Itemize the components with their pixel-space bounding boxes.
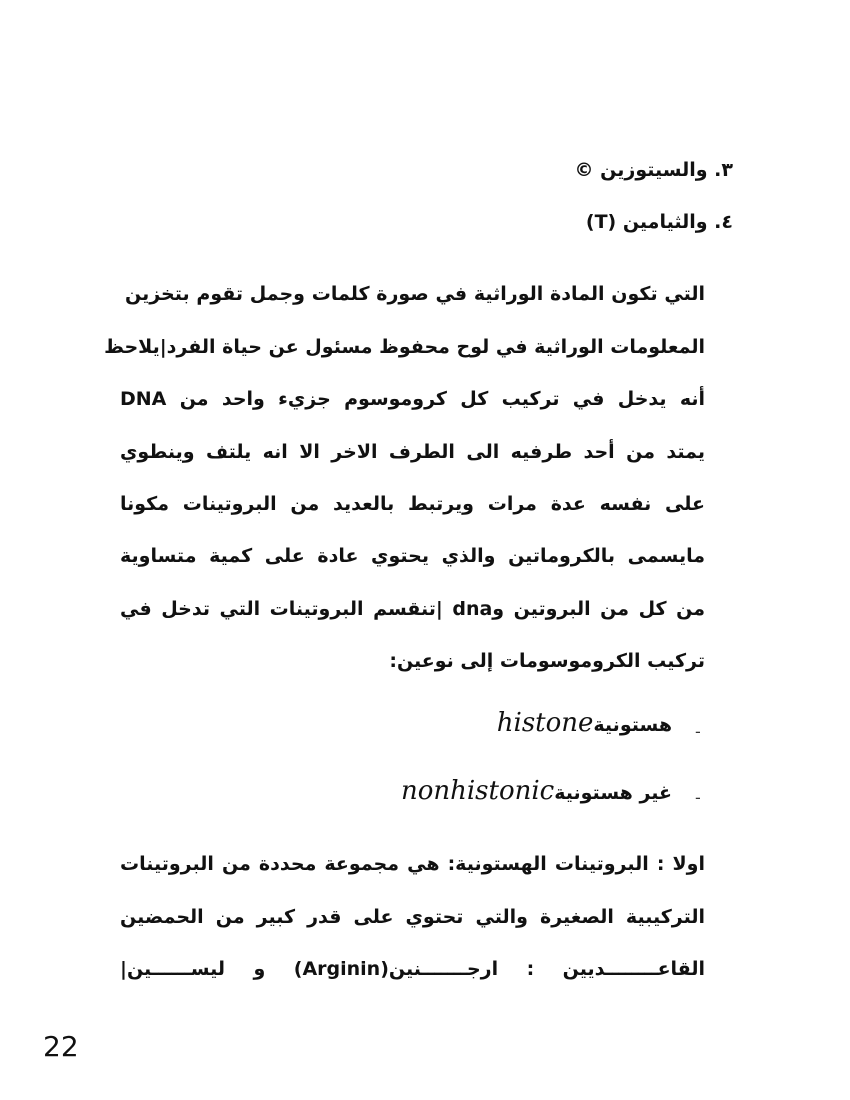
- paragraph1-line-3: أنه يدخل في تركيب كل كروموسوم جزيء واحد من DNA: [120, 388, 705, 410]
- paragraph1-line-7: من كل من البروتين وdna |تنقسم البروتينات التي تدخل في: [120, 598, 705, 620]
- paragraph2-line-2: التركيبية الصغيرة والتي تحتوي على قدر كبير من الحمضين: [120, 906, 705, 928]
- bullet-dash: -: [695, 788, 701, 807]
- type-nonhistone: [401, 776, 672, 808]
- type-histone: [497, 708, 672, 740]
- list-item-cytosine: ٣. والسيتوزين ©: [574, 159, 733, 181]
- paragraph1-line-2: المعلومات الوراثية في لوح محفوظ مسئول عن حياة الفرد|يلاحظ: [104, 336, 705, 358]
- bullet-dash: -: [695, 722, 701, 741]
- paragraph1-line-6: مايسمى بالكروماتين والذي يحتوي عادة على كمية متساوية: [120, 545, 705, 567]
- type-nonhistone-latin: nonhistonic: [400, 776, 555, 806]
- paragraph1-line-5: على نفسه عدة مرات ويرتبط بالعديد من البروتينات مكونا: [120, 493, 705, 515]
- type-histone-latin: histone: [496, 708, 594, 738]
- page-number: 22: [43, 1030, 79, 1063]
- type-histone-arabic: هستونية: [593, 714, 672, 736]
- paragraph1-line-1: التي تكون المادة الوراثية في صورة كلمات وجمل تقوم بتخزين: [125, 283, 705, 305]
- paragraph1-line-4: يمتد من أحد طرفيه الى الطرف الاخر الا انه يلتف وينطوي: [120, 441, 705, 463]
- paragraph1-line-8: تركيب الكروموسومات إلى نوعين:: [389, 650, 705, 672]
- type-nonhistone-arabic: غير هستونية: [554, 782, 672, 804]
- paragraph2-line-1: اولا : البروتينات الهستونية: هي مجموعة محددة من البروتينات: [120, 853, 705, 875]
- paragraph2-line-3: القاعــــــــديين : ارجـــــــنين(Arginin) و ليســــــين|: [120, 958, 705, 980]
- list-item-thymine: ٤. والثيامين (T): [585, 211, 733, 233]
